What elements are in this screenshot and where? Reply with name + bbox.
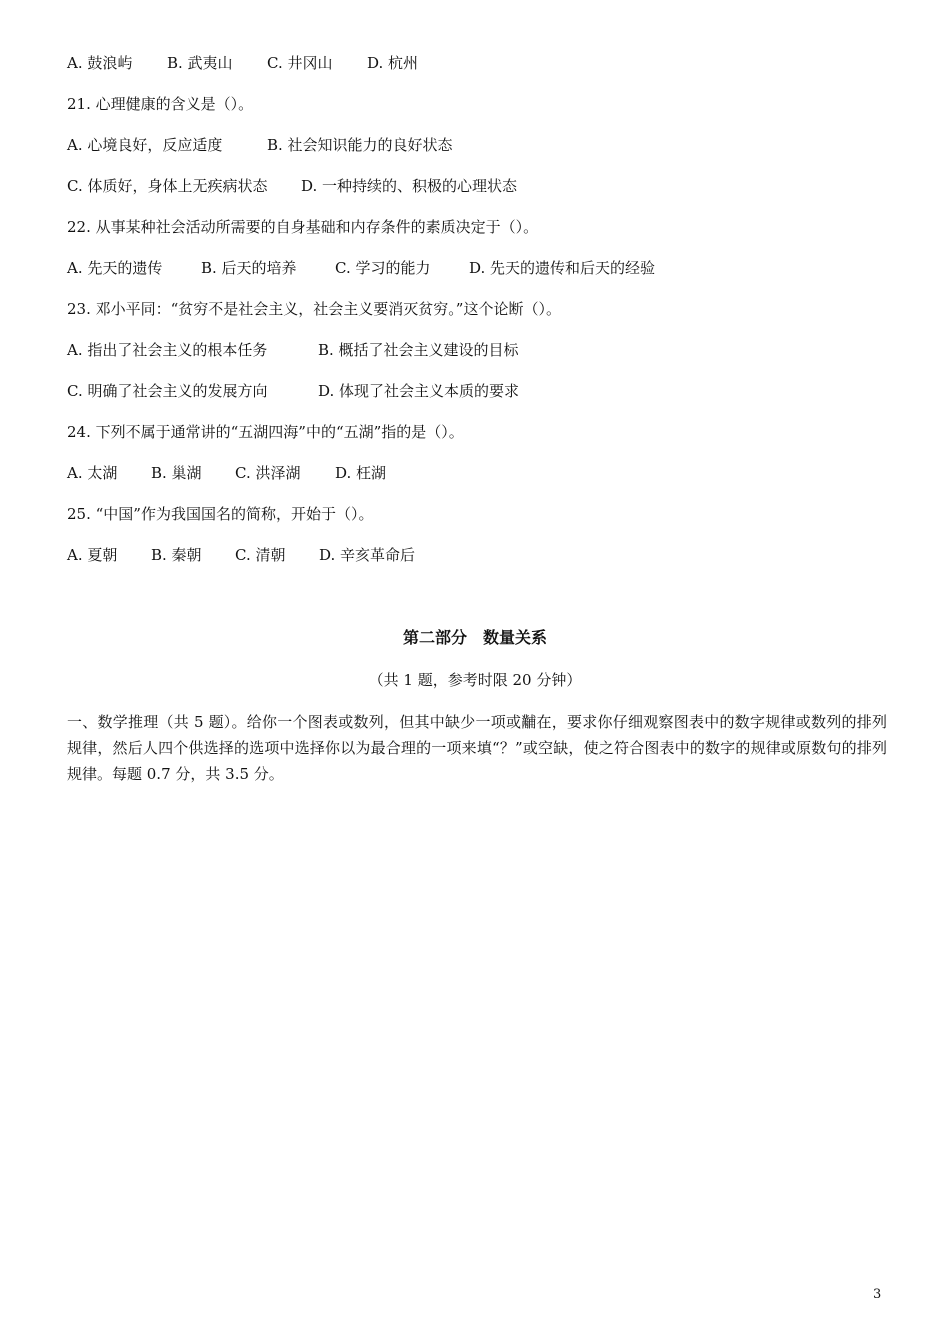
q21-option-c: C. 体质好，身体上无疾病状态 bbox=[67, 177, 268, 195]
q24-option-d: D. 枉湖 bbox=[335, 464, 387, 482]
q23-stem: 23. 邓小平同：“贫穷不是社会主义，社会主义要消灭贫穷。”这个论断（）。 bbox=[67, 300, 561, 318]
q23-option-c: C. 明确了社会主义的发展方向 bbox=[67, 382, 268, 400]
section-instructions: 一、数学推理（共 5 题）。给你一个图表或数列，但其中缺少一项或黼在，要求你仔细观察图表中的数字规律或数列的排列规律，然后人四个供选择的选项中选择你以为最合理的一项来填“？”或空缺，使之符合图表中的数字的规律或原数句的排列规律。每题 0.7 分，共 3.5 分。 bbox=[67, 713, 887, 783]
q25-options bbox=[67, 545, 415, 565]
q24-option-a: A. 太湖 bbox=[67, 464, 118, 482]
q24-stem: 24. 下列不属于通常讲的“五湖四海”中的“五湖”指的是（）。 bbox=[67, 423, 464, 441]
q25-option-a: A. 夏朝 bbox=[67, 546, 118, 564]
q21-options-row1 bbox=[67, 135, 453, 155]
q22-option-d: D. 先天的遗传和后天的经验 bbox=[469, 259, 656, 277]
q25-option-d: D. 辛亥革命后 bbox=[319, 546, 416, 564]
q22-option-b: B. 后天的培养 bbox=[201, 259, 297, 277]
q21-option-a: A. 心境良好，反应适度 bbox=[67, 136, 223, 154]
section-title: 第二部分 数量关系 bbox=[402, 628, 547, 647]
section-subtitle: （共 1 题，参考时限 20 分钟） bbox=[368, 671, 582, 689]
q22-stem: 22. 从事某种社会活动所需要的自身基础和内存条件的素质决定于（）。 bbox=[67, 218, 539, 236]
q20-options bbox=[67, 53, 418, 73]
q25-option-c: C. 清朝 bbox=[235, 546, 286, 564]
q20-option-c: C. 井冈山 bbox=[267, 54, 333, 72]
q20-option-a: A. 鼓浪屿 bbox=[67, 54, 133, 72]
q21-option-b: B. 社会知识能力的良好状态 bbox=[267, 136, 453, 154]
q22-options bbox=[67, 258, 655, 278]
q21-stem: 21. 心理健康的含义是（）。 bbox=[67, 95, 254, 113]
q20-option-b: B. 武夷山 bbox=[167, 54, 233, 72]
q20-option-d: D. 杭州 bbox=[367, 54, 419, 72]
q21-options-row2 bbox=[67, 176, 517, 196]
q25-option-b: B. 秦朝 bbox=[151, 546, 202, 564]
q25-stem: 25. “中国”作为我国国名的简称，开始于（）。 bbox=[67, 505, 374, 523]
q23-options-row1 bbox=[67, 340, 519, 360]
q24-options bbox=[67, 463, 386, 483]
q24-option-b: B. 巢湖 bbox=[151, 464, 202, 482]
q21-option-d: D. 一种持续的、积极的心理状态 bbox=[301, 177, 518, 195]
q23-option-b: B. 概括了社会主义建设的目标 bbox=[318, 341, 519, 359]
q23-option-a: A. 指出了社会主义的根本任务 bbox=[67, 341, 268, 359]
q24-option-c: C. 洪泽湖 bbox=[235, 464, 301, 482]
q22-option-c: C. 学习的能力 bbox=[335, 259, 431, 277]
q23-option-d: D. 体现了社会主义本质的要求 bbox=[318, 382, 520, 400]
q23-options-row2 bbox=[67, 381, 519, 401]
page-number: 3 bbox=[873, 1287, 882, 1302]
q22-option-a: A. 先天的遗传 bbox=[67, 259, 163, 277]
